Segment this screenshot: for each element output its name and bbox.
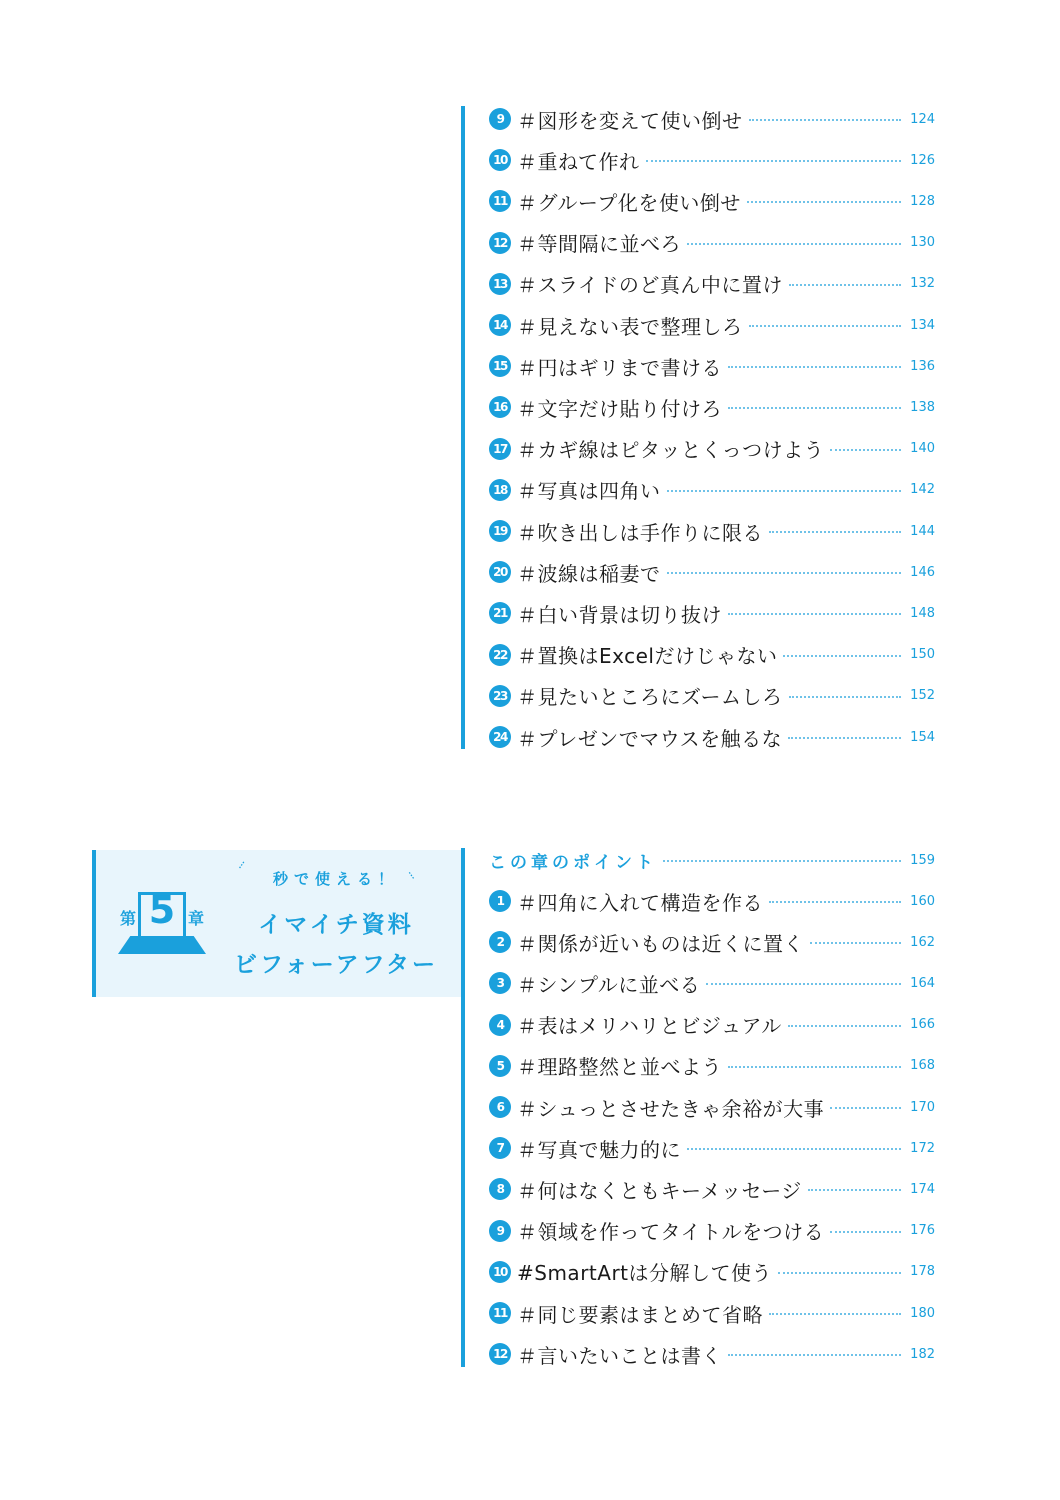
- chapter-points-entry[interactable]: [489, 845, 935, 875]
- toc-list-bottom: [461, 848, 935, 1367]
- toc-entry[interactable]: [489, 475, 935, 505]
- entry-title: ＃写真で魅力的に: [517, 1137, 681, 1162]
- page-number: 182: [910, 1346, 935, 1362]
- dotted-leader: [728, 613, 901, 615]
- page-number: 164: [910, 975, 935, 991]
- toc-entry[interactable]: [489, 886, 935, 916]
- entry-number-badge: 7: [489, 1137, 511, 1159]
- toc-entry[interactable]: [489, 968, 935, 998]
- entry-title: ＃理路整然と並べよう: [517, 1055, 722, 1080]
- toc-entry[interactable]: [489, 269, 935, 299]
- entry-number-badge: 14: [489, 314, 511, 336]
- entry-title: ＃重ねて作れ: [517, 149, 640, 174]
- entry-number-badge: 2: [489, 931, 511, 953]
- dotted-leader: [808, 1189, 901, 1191]
- toc-entry[interactable]: [489, 104, 935, 134]
- entry-title: ＃関係が近いものは近くに置く: [517, 931, 804, 956]
- entry-title: ＃言いたいことは書く: [517, 1343, 722, 1368]
- chapter-header: [92, 850, 464, 997]
- page-number: 148: [910, 605, 935, 621]
- page-number: 134: [910, 317, 935, 333]
- entry-title: ＃白い背景は切り抜け: [517, 602, 722, 627]
- dotted-leader: [769, 531, 901, 533]
- entry-number-badge: 13: [489, 273, 511, 295]
- dotted-leader: [830, 449, 901, 451]
- toc-entry[interactable]: [489, 1174, 935, 1204]
- entry-number-badge: 11: [489, 1302, 511, 1324]
- page-number: 159: [910, 852, 935, 868]
- page-number: 132: [910, 276, 935, 292]
- toc-entry[interactable]: [489, 1133, 935, 1163]
- toc-entry[interactable]: [489, 557, 935, 587]
- toc-entry[interactable]: [489, 1010, 935, 1040]
- entry-number-badge: 4: [489, 1014, 511, 1036]
- entry-title: ＃カギ線はピタッとくっつけよう: [517, 438, 825, 463]
- page-number: 128: [910, 193, 935, 209]
- chapter-number: 5: [148, 888, 176, 932]
- entry-title: ＃シュっとさせたきゃ余裕が大事: [517, 1096, 825, 1121]
- chapter-points-title: この章のポイント: [489, 852, 657, 873]
- entry-title: #SmartArtは分解して使う: [517, 1261, 773, 1286]
- dotted-leader: [749, 119, 902, 121]
- entry-title: ＃領域を作ってタイトルをつける: [517, 1220, 825, 1245]
- page-number: 130: [910, 235, 935, 251]
- sparkle-left-icon: ⁝: [235, 858, 249, 874]
- toc-entry[interactable]: [489, 434, 935, 464]
- toc-entry[interactable]: [489, 186, 935, 216]
- entry-title: ＃同じ要素はまとめて省略: [517, 1302, 763, 1327]
- toc-entry[interactable]: [489, 1092, 935, 1122]
- dotted-leader: [667, 572, 902, 574]
- entry-title: ＃見たいところにズームしろ: [517, 685, 783, 710]
- toc-entry[interactable]: [489, 640, 935, 670]
- dotted-leader: [728, 1066, 901, 1068]
- dotted-leader: [706, 983, 901, 985]
- entry-title: ＃等間隔に並べろ: [517, 232, 681, 257]
- dotted-leader: [663, 860, 901, 862]
- dotted-leader: [783, 655, 901, 657]
- page-number: 138: [910, 399, 935, 415]
- entry-number-badge: 12: [489, 232, 511, 254]
- dotted-leader: [769, 901, 901, 903]
- page-number: 152: [910, 688, 935, 704]
- toc-entry[interactable]: [489, 310, 935, 340]
- dotted-leader: [667, 490, 902, 492]
- dotted-leader: [728, 1354, 901, 1356]
- toc-entry[interactable]: [489, 1051, 935, 1081]
- entry-number-badge: 8: [489, 1178, 511, 1200]
- page-number: 180: [910, 1305, 935, 1321]
- toc-entry[interactable]: [489, 598, 935, 628]
- page-number: 142: [910, 482, 935, 498]
- entry-number-badge: 19: [489, 520, 511, 542]
- page-number: 136: [910, 358, 935, 374]
- entry-number-badge: 23: [489, 685, 511, 707]
- toc-entry[interactable]: [489, 681, 935, 711]
- toc-entry[interactable]: [489, 1339, 935, 1369]
- dotted-leader: [788, 1025, 901, 1027]
- page-number: 126: [910, 152, 935, 168]
- page-number: 146: [910, 564, 935, 580]
- entry-number-badge: 10: [489, 149, 511, 171]
- entry-number-badge: 22: [489, 644, 511, 666]
- entry-number-badge: 3: [489, 972, 511, 994]
- dotted-leader: [687, 1148, 901, 1150]
- page-number: 154: [910, 729, 935, 745]
- page-number: 172: [910, 1140, 935, 1156]
- toc-entry[interactable]: [489, 351, 935, 381]
- entry-title: ＃プレゼンでマウスを触るな: [517, 726, 783, 751]
- entry-number-badge: 17: [489, 438, 511, 460]
- dotted-leader: [830, 1107, 901, 1109]
- entry-number-badge: 12: [489, 1343, 511, 1365]
- chapter-emblem: [114, 888, 210, 960]
- page-number: 140: [910, 441, 935, 457]
- toc-entry[interactable]: [489, 1298, 935, 1328]
- toc-entry[interactable]: [489, 145, 935, 175]
- entry-title: ＃写真は四角い: [517, 479, 661, 504]
- toc-entry[interactable]: [489, 392, 935, 422]
- page-number: 144: [910, 523, 935, 539]
- page-number: 178: [910, 1264, 935, 1280]
- entry-number-badge: 24: [489, 726, 511, 748]
- entry-title: ＃四角に入れて構造を作る: [517, 890, 763, 915]
- entry-number-badge: 21: [489, 602, 511, 624]
- entry-number-badge: 16: [489, 396, 511, 418]
- chapter-title-line-1: イマイチ資料: [258, 912, 414, 938]
- page-number: 168: [910, 1058, 935, 1074]
- page-number: 160: [910, 893, 935, 909]
- toc-entry[interactable]: [489, 1257, 935, 1287]
- chapter-base-shape: [118, 936, 206, 954]
- toc-entry[interactable]: [489, 228, 935, 258]
- entry-title: ＃文字だけ貼り付けろ: [517, 396, 722, 421]
- dotted-leader: [810, 942, 901, 944]
- dotted-leader: [749, 325, 902, 327]
- dotted-leader: [778, 1272, 901, 1274]
- entry-title: ＃スライドのど真ん中に置け: [517, 273, 783, 298]
- entry-number-badge: 5: [489, 1055, 511, 1077]
- dotted-leader: [646, 160, 902, 162]
- entry-title: ＃表はメリハリとビジュアル: [517, 1014, 782, 1039]
- dotted-leader: [789, 696, 902, 698]
- page-number: 174: [910, 1181, 935, 1197]
- entry-number-badge: 11: [489, 190, 511, 212]
- entry-title: ＃シンプルに並べる: [517, 972, 701, 997]
- entry-number-badge: 18: [489, 479, 511, 501]
- dotted-leader: [747, 201, 901, 203]
- dotted-leader: [687, 243, 901, 245]
- entry-title: ＃見えない表で整理しろ: [517, 314, 743, 339]
- entry-title: ＃図形を変えて使い倒せ: [517, 108, 743, 133]
- entry-title: ＃何はなくともキーメッセージ: [517, 1178, 802, 1203]
- entry-number-badge: 9: [489, 1220, 511, 1242]
- dotted-leader: [728, 366, 901, 368]
- dotted-leader: [830, 1231, 901, 1233]
- entry-title: ＃波線は稲妻で: [517, 561, 661, 586]
- toc-entry[interactable]: [489, 516, 935, 546]
- entry-number-badge: 9: [489, 108, 511, 130]
- toc-entry[interactable]: [489, 1216, 935, 1246]
- page-number: 170: [910, 1099, 935, 1115]
- page-number: 162: [910, 934, 935, 950]
- entry-number-badge: 6: [489, 1096, 511, 1118]
- toc-entry[interactable]: [489, 722, 935, 752]
- entry-title: ＃グループ化を使い倒せ: [517, 190, 741, 215]
- sparkle-right-icon: ⁝: [405, 867, 419, 883]
- toc-entry[interactable]: [489, 927, 935, 957]
- dotted-leader: [788, 737, 901, 739]
- chapter-title-line-2: ビフォーアフター: [233, 952, 439, 978]
- chapter-suffix: 章: [188, 909, 205, 928]
- entry-number-badge: 1: [489, 890, 511, 912]
- dotted-leader: [769, 1313, 901, 1315]
- entry-title: ＃円はギリまで書ける: [517, 355, 722, 380]
- chapter-tagline: 秒で使える！: [272, 870, 399, 888]
- entry-number-badge: 15: [489, 355, 511, 377]
- toc-list-top: [461, 106, 935, 749]
- dotted-leader: [728, 407, 901, 409]
- entry-title: ＃置換はExcelだけじゃない: [517, 644, 778, 669]
- entry-number-badge: 10: [489, 1261, 511, 1283]
- chapter-prefix: 第: [120, 909, 137, 928]
- page-number: 150: [910, 647, 935, 663]
- entry-title: ＃吹き出しは手作りに限る: [517, 520, 763, 545]
- page-number: 124: [910, 111, 935, 127]
- page-number: 176: [910, 1223, 935, 1239]
- entry-number-badge: 20: [489, 561, 511, 583]
- dotted-leader: [789, 284, 901, 286]
- page-number: 166: [910, 1017, 935, 1033]
